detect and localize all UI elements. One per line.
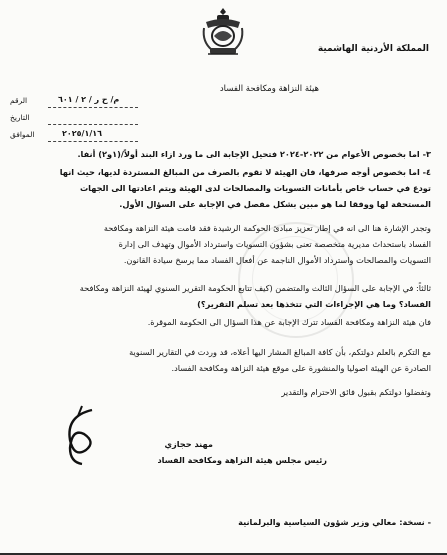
- paragraph-6-line-2: الصادرة عن الهيئة اصوليا والمنشورة على موقع هيئة النزاهة ومكافحة الفساد.: [171, 363, 431, 373]
- signatory-title: رئيس مجلس هيئة النزاهة ومكافحة الفساد: [157, 455, 327, 465]
- copy-to-line: - نسخة: معالي وزير شؤون السياسية والبرلمانية: [238, 517, 431, 527]
- handwritten-signature: [52, 404, 122, 466]
- paragraph-5-line-1: وتجدر الإشارة هنا الى انه في إطار تعزيز مبادئ الحوكمة الرشيدة فقد قامت هيئة النزاهة ومكافحة: [103, 223, 431, 233]
- closing-line: وتفضلوا دولتكم بقبول فائق الاحترام والتقدير: [281, 387, 431, 397]
- date-underline: [48, 124, 138, 125]
- kingdom-heading: المملكة الأردنية الهاشمية: [317, 44, 429, 54]
- paragraph-4-line-2: تودع في حساب خاص بأمانات التسويات والمصالحات لدى الهيئة ويتم اعادتها الى الجهات: [79, 183, 431, 193]
- paragraph-4-line-1: ٤- اما بخصوص أوجه صرفها، فان الهيئة لا تقوم بالصرف من المبالغ المستردة لديها، حيث انها: [59, 167, 431, 177]
- authority-heading: هيئة النزاهة ومكافحة الفساد: [219, 84, 319, 94]
- corresponding-label: الموافق: [10, 130, 35, 139]
- signatory-name: مهند حجازي: [164, 439, 213, 449]
- date-label: التاريخ: [10, 113, 30, 122]
- date-value: ٢٠٢٥/١/١٦: [62, 129, 103, 138]
- question-3-line-1: ثالثاً: في الإجابة على السؤال الثالث والمتضمن (كيف تتابع الحكومة التقرير السنوي لهيئة النزاهة ومكافحة: [79, 283, 431, 293]
- question-3-line-2: الفساد؟ وما هي الإجراءات التي تتخذها بعد تسلم التقرير؟): [197, 299, 431, 309]
- ref-value: م/ ح ر / ٢ / ٦٠١: [58, 95, 120, 104]
- ref-underline: [48, 107, 138, 108]
- paragraph-6-line-1: مع التكرم بالعلم دولتكم، بأن كافة المبالغ المشار اليها أعلاه، قد وردت في التقارير السنوية: [129, 347, 431, 357]
- corr-underline: [48, 141, 138, 142]
- paragraph-5-line-3: التسويات والمصالحات واسترداد الأموال الناجمة عن أفعال الفساد مما يرسخ سيادة القانون.: [123, 255, 431, 265]
- paragraph-4-line-3: المستحقة لها ووفقا لما هو مبين بشكل مفصل في الإجابة على السؤال الأول.: [119, 199, 431, 209]
- ref-label: الرقم: [10, 96, 28, 105]
- paragraph-5-line-2: الفساد باستحداث مديرية متخصصة تعنى بشؤون التسويات واسترداد الأموال وتهدف الى إدارة: [118, 239, 431, 249]
- paragraph-3: ٣- اما بخصوص الأعوام من ٢٠٢٢-٢٠٢٤ فتحيل الإجابة الى ما ورد ازاء البند أولاً/(١و٢) أنفا.: [77, 149, 431, 159]
- coat-of-arms-emblem: [200, 6, 246, 58]
- question-3-line-3: فان هيئة النزاهة ومكافحة الفساد تترك الإجابة عن هذا السؤال الى الحكومة الموقرة.: [147, 317, 431, 327]
